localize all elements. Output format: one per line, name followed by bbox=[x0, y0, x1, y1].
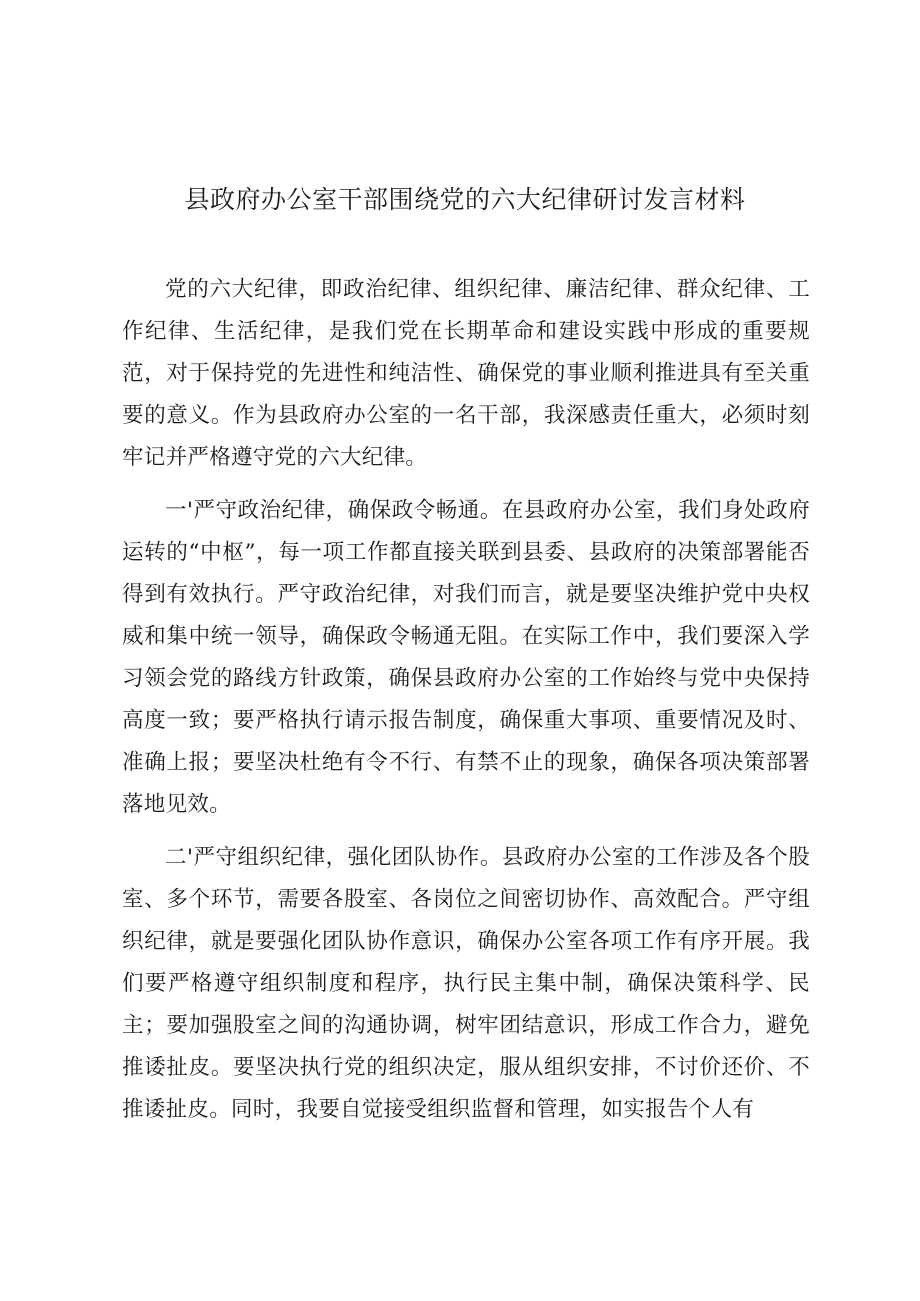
organizational-discipline-text: 县政府办公室的工作涉及各个股室、多个环节，需要各股室、各岗位之间密切协作、高效配合。严守组织纪律，就是要强化团队协作意识，确保办公室各项工作有序开展。我们要严格遵守组织制度和程序，执行民主集中制，确保决策科学、民主；要加强股室之间的沟通协调，树牢团结意识，形成工作合力，避免推诿扯皮。要坚决执行党的组织决定，服从组织安排，不讨价还价、不推诿扯皮。同时，我要自觉接受组织监督和管理，如实报告个人有 bbox=[122, 845, 810, 1122]
political-discipline-paragraph bbox=[122, 490, 810, 826]
organizational-discipline-paragraph bbox=[122, 837, 810, 1131]
organizational-discipline-heading: 二'严守组织纪律，强化团队协作。 bbox=[165, 845, 502, 870]
intro-paragraph-text: 党的六大纪律，即政治纪律、组织纪律、廉洁纪律、群众纪律、工作纪律、生活纪律，是我们党在长期革命和建设实践中形成的重要规范，对于保持党的先进性和纯洁性、确保党的事业顺利推进具有至关重要的意义。作为县政府办公室的一名干部，我深感责任重大，必须时刻牢记并严格遵守党的六大纪律。 bbox=[122, 277, 810, 470]
intro-paragraph bbox=[122, 269, 810, 479]
political-discipline-heading: 一'严守政治纪律，确保政令畅通。 bbox=[165, 498, 502, 523]
political-discipline-text: 在县政府办公室，我们身处政府运转的“中枢”，每一项工作都直接关联到县委、县政府的决策部署能否得到有效执行。严守政治纪律，对我们而言，就是要坚决维护党中央权威和集中统一领导，确保政令畅通无阻。在实际工作中，我们要深入学习领会党的路线方针政策，确保县政府办公室的工作始终与党中央保持高度一致；要严格执行请示报告制度，确保重大事项、重要情况及时、准确上报；要坚决杜绝有令不行、有禁不止的现象，确保各项决策部署落地见效。 bbox=[122, 498, 810, 817]
document-title: 县政府办公室干部围绕党的六大纪律研讨发言材料 bbox=[184, 185, 746, 214]
